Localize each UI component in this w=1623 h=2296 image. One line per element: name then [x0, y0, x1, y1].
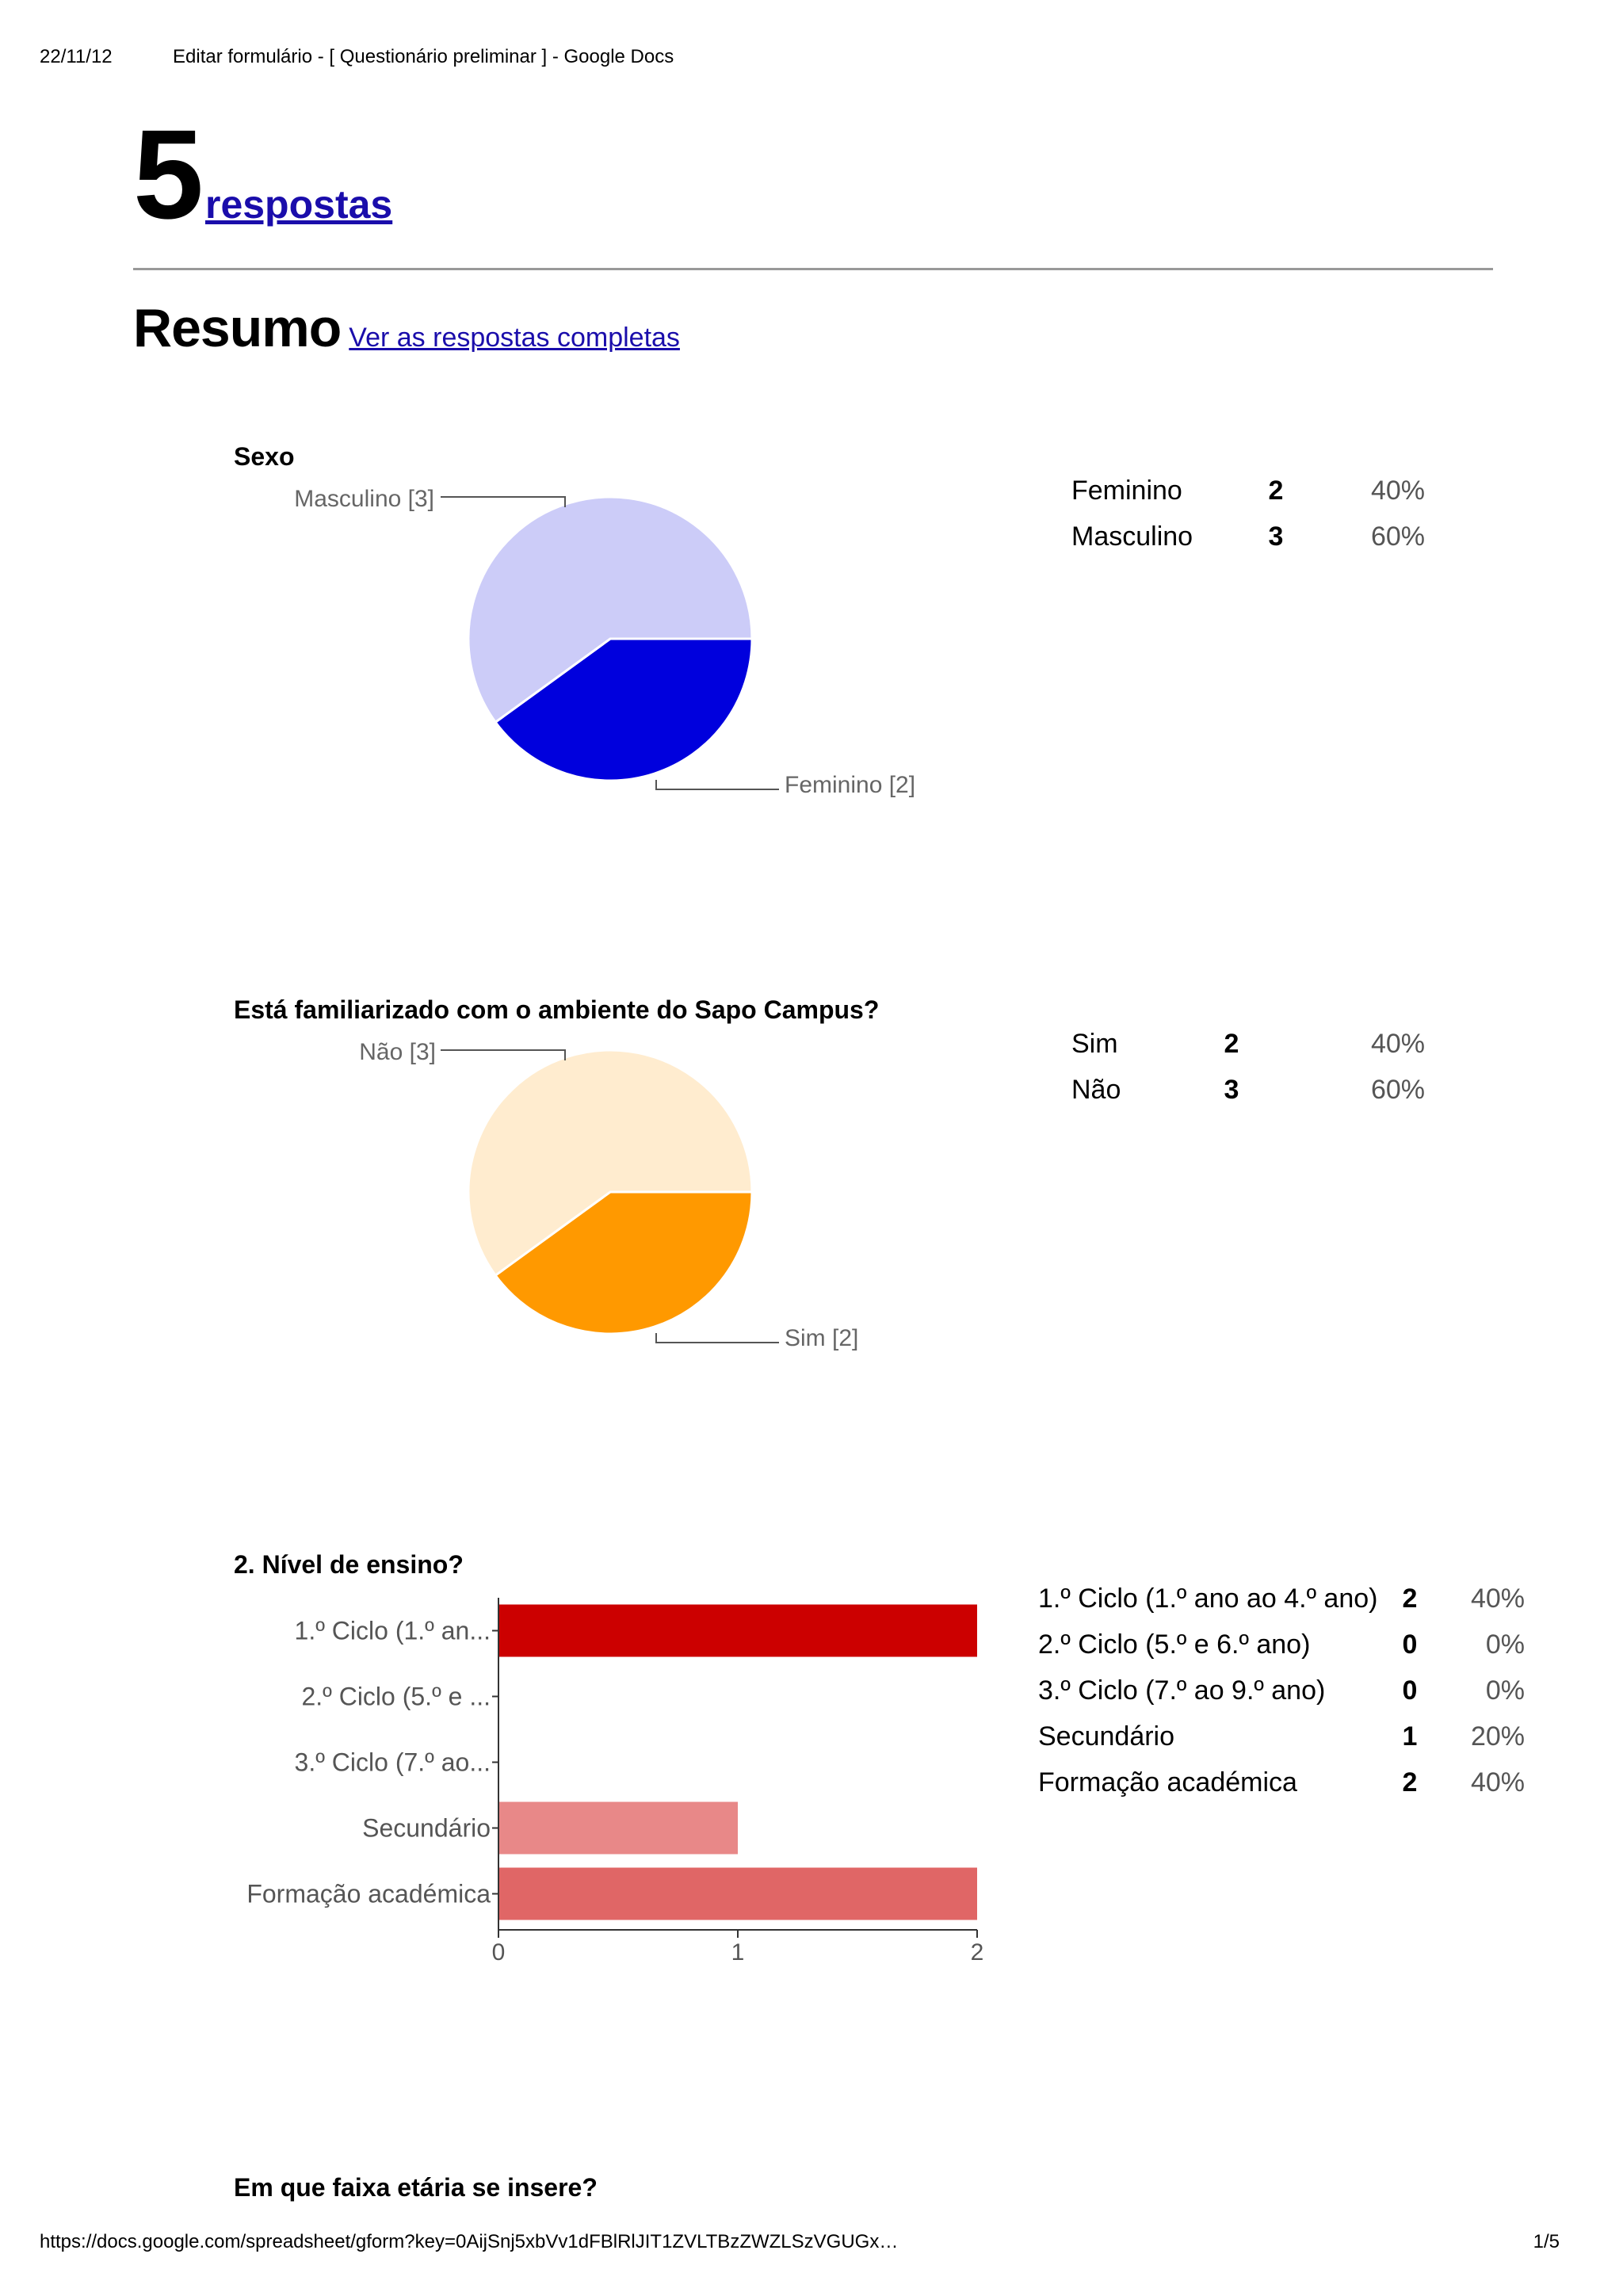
row-count: 1 [1402, 1721, 1418, 1752]
row-label: Sim [1071, 1028, 1118, 1059]
row-percent: 60% [1370, 521, 1425, 552]
row-percent: 20% [1470, 1721, 1525, 1752]
row-percent: 40% [1470, 1583, 1525, 1614]
question-title-sapo: Está familiarizado com o ambiente do Sapo Campus? [234, 995, 880, 1024]
table-row [1071, 514, 1425, 560]
pie-chart [441, 1050, 779, 1343]
pie-leader-line [656, 780, 779, 789]
table-row [1038, 1622, 1525, 1668]
row-count: 2 [1224, 1028, 1239, 1059]
row-percent: 0% [1485, 1675, 1525, 1706]
row-label: Formação académica [1038, 1767, 1297, 1797]
row-count: 0 [1402, 1629, 1418, 1660]
pie-leader-line [656, 1333, 779, 1343]
row-label: Masculino [1071, 521, 1193, 552]
page-number: 1/5 [1533, 2231, 1560, 2252]
bar-chart [492, 1598, 977, 1938]
pie-leader-line [441, 1050, 565, 1060]
row-label: Não [1071, 1074, 1121, 1105]
category-label: Formação académica [246, 1879, 491, 1908]
row-percent: 40% [1470, 1767, 1525, 1797]
row-count: 0 [1402, 1675, 1418, 1706]
x-tick-label: 0 [491, 1939, 506, 1966]
table-row [1038, 1668, 1525, 1713]
stats-table-nivel [1038, 1576, 1525, 1805]
pie-chart [441, 497, 779, 789]
print-date: 22/11/12 [40, 46, 113, 67]
row-count: 3 [1268, 521, 1284, 552]
table-row [1071, 1067, 1425, 1113]
stats-table-sapo [1071, 1021, 1425, 1113]
category-label: 3.º Ciclo (7.º ao... [294, 1748, 491, 1777]
table-row [1071, 468, 1425, 514]
row-percent: 40% [1370, 475, 1425, 506]
response-count: 5 [133, 103, 200, 245]
row-label: Secundário [1038, 1721, 1175, 1752]
bar [499, 1605, 977, 1657]
responses-link[interactable]: respostas [204, 182, 393, 227]
category-label: 2.º Ciclo (5.º e ... [301, 1682, 491, 1711]
bar [499, 1868, 977, 1920]
pie-slice-label: Sim [2] [785, 1325, 859, 1351]
row-label: Feminino [1071, 475, 1182, 506]
question-title-sexo: Sexo [234, 442, 295, 471]
question-title-nivel: 2. Nível de ensino? [234, 1550, 464, 1579]
page-url: https://docs.google.com/spreadsheet/gform?key=0AijSnj5xbVv1dFBlRlJIT1ZVLTBzZWZLSzVGUGx… [40, 2231, 899, 2252]
row-percent: 40% [1370, 1028, 1425, 1059]
bar [499, 1802, 738, 1855]
row-count: 2 [1268, 475, 1284, 506]
x-tick-label: 2 [970, 1939, 984, 1966]
pie-slice-label: Não [3] [359, 1039, 436, 1065]
category-label: Secundário [362, 1813, 491, 1843]
x-tick-label: 1 [731, 1939, 745, 1966]
row-percent: 0% [1485, 1629, 1525, 1660]
pie-slice-label: Feminino [2] [785, 772, 916, 798]
document-title: Editar formulário - [ Questionário preliminar ] - Google Docs [173, 46, 674, 67]
row-count: 2 [1402, 1767, 1418, 1797]
row-label: 2.º Ciclo (5.º e 6.º ano) [1038, 1629, 1311, 1660]
full-responses-link[interactable]: Ver as respostas completas [349, 323, 680, 353]
stats-table-sexo [1071, 468, 1425, 560]
row-label: 3.º Ciclo (7.º ao 9.º ano) [1038, 1675, 1326, 1706]
table-row [1038, 1759, 1525, 1805]
row-count: 2 [1402, 1583, 1418, 1614]
pie-slice-label: Masculino [3] [294, 486, 434, 512]
table-row [1071, 1021, 1425, 1067]
row-percent: 60% [1370, 1074, 1425, 1105]
row-label: 1.º Ciclo (1.º ano ao 4.º ano) [1038, 1583, 1378, 1614]
row-count: 3 [1224, 1074, 1239, 1105]
table-row [1038, 1576, 1525, 1622]
summary-title: Resumo [133, 298, 342, 358]
category-label: 1.º Ciclo (1.º an... [294, 1616, 491, 1645]
table-row [1038, 1713, 1525, 1759]
pie-leader-line [441, 497, 565, 507]
question-title-faixa: Em que faixa etária se insere? [234, 2173, 598, 2202]
